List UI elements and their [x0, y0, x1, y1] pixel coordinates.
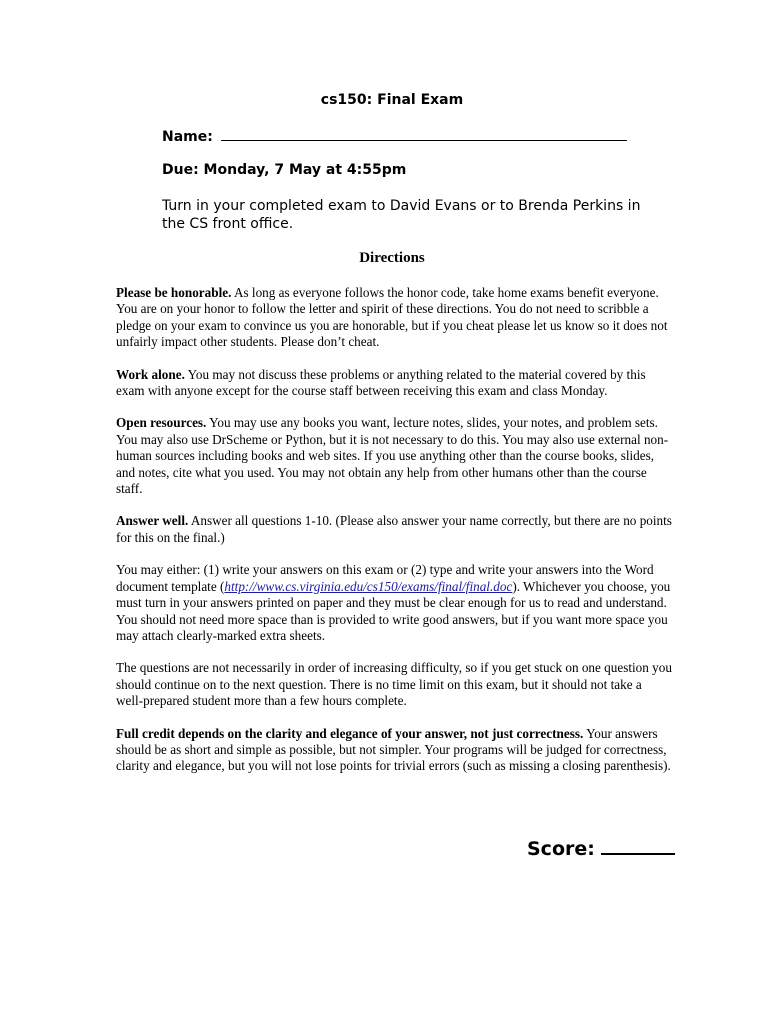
directions-heading: Directions: [359, 250, 425, 266]
template-link[interactable]: http://www.cs.virginia.edu/cs150/exams/final/final.doc: [224, 578, 513, 594]
name-label: Name:: [162, 129, 213, 145]
full-credit-lead: Full credit depends on the clarity and elegance of your answer, not just correctness.: [116, 725, 584, 741]
turn-in-instructions: Turn in your completed exam to David Evans or to Brenda Perkins in the CS front office.: [162, 198, 641, 232]
due-date: Due: Monday, 7 May at 4:55pm: [162, 162, 407, 178]
work-alone-paragraph: [116, 367, 672, 400]
name-field-row: [162, 126, 627, 145]
difficulty-paragraph: [116, 660, 672, 709]
work-alone-text: You may not discuss these problems or anything related to the material covered by this exam with anyone except for the course staff between receiving this exam and class Monday.: [116, 366, 646, 399]
honor-text: As long as everyone follows the honor code, take home exams benefit everyone. You are on your honor to follow the letter and spirit of these directions. You do not need to scribble a pledge on your exam to convince us you are honorable, but if you cheat please let us know so it does not unfairly impact other students. Please don’t cheat.: [116, 285, 668, 350]
honor-paragraph: [116, 285, 672, 351]
open-resources-paragraph: [116, 415, 672, 497]
full-credit-text: Your answers should be as short and simple as possible, but not simpler. Your programs will be judged for correctness, clarity and elegance, but you will not lose points for trivial errors (such as missing a closing parenthesis).: [116, 725, 671, 774]
answer-well-lead: Answer well.: [116, 513, 189, 529]
answer-format-paragraph: [116, 562, 672, 644]
directions-body: [116, 285, 672, 791]
name-blank-line[interactable]: [221, 126, 627, 141]
score-blank-line[interactable]: [601, 835, 675, 855]
answer-well-paragraph: [116, 513, 672, 546]
open-resources-lead: Open resources.: [116, 415, 207, 431]
score-label: Score:: [527, 838, 595, 860]
honor-lead: Please be honorable.: [116, 285, 232, 300]
exam-title: cs150: Final Exam: [320, 92, 464, 108]
difficulty-text: The questions are not necessarily in order of increasing difficulty, so if you get stuck on one question you should continue on to the next question. There is no time limit on this exam, but it should not take a well-prepared student more than a few hours complete.: [116, 660, 672, 709]
answer-format-text-before: You may either: (1) write your answers on this exam or (2) type and write your answers into the Word document template (: [116, 562, 654, 594]
work-alone-lead: Work alone.: [116, 366, 185, 382]
answer-format-text-after: ). Whichever you choose, you must turn in your answers printed on paper and they must be clear enough for us to read and understand. You should not need more space than is provided to write good answers, but if you want more space you may attach clearly-marked extra sheets.: [116, 578, 671, 643]
score-row: [527, 835, 675, 860]
full-credit-paragraph: [116, 726, 672, 775]
answer-well-text: Answer all questions 1-10. (Please also answer your name correctly, but there are no points for this on the final.): [116, 513, 672, 545]
open-resources-text: You may use any books you want, lecture notes, slides, your notes, and problem sets. You may also use DrScheme or Python, but it is not necessary to do this. You may also use external non-human sources including books and web sites. If you use anything other than the course books, slides, and notes, cite what you used. You may not obtain any help from other humans other than the course staff.: [116, 415, 669, 497]
